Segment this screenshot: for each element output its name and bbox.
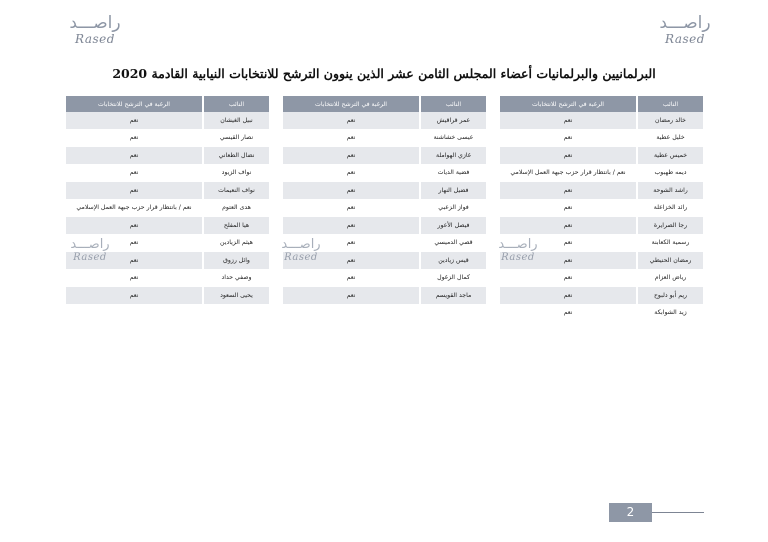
member-name-cell: فضيل النهار — [420, 182, 486, 200]
candidacy-wish-cell: نعم — [282, 112, 420, 129]
table-row — [282, 182, 486, 200]
member-name-cell: هدى العتوم — [203, 199, 269, 217]
table-row — [65, 182, 269, 200]
watermark-logo: راصـــد Rased — [281, 237, 321, 263]
footer-divider — [652, 512, 704, 513]
member-name-cell: وصفي حداد — [203, 269, 269, 287]
member-name-cell: عمر قراقيش — [420, 112, 486, 129]
table-row — [282, 112, 486, 129]
column-header-wish: الرغبة في الترشح للانتخابات — [499, 96, 637, 112]
page-number: 2 — [609, 503, 652, 522]
candidacy-wish-cell: نعم — [65, 217, 203, 235]
table-row — [65, 147, 269, 165]
table-row — [499, 147, 703, 165]
watermark-logo: راصـــد Rased — [498, 237, 538, 263]
member-name-cell: قيس زيادين — [420, 252, 486, 270]
candidacy-wish-cell: نعم — [282, 252, 420, 270]
candidacy-wish-cell: نعم — [65, 182, 203, 200]
candidacy-wish-cell: نعم — [65, 147, 203, 165]
table-row — [499, 217, 703, 235]
table-row — [282, 269, 486, 287]
candidacy-wish-cell: نعم / بانتظار قرار حزب جبهة العمل الإسلامي — [499, 164, 637, 182]
column-header-name: النائب — [203, 96, 269, 112]
members-table-1 — [498, 96, 703, 322]
table-row — [65, 199, 269, 217]
candidacy-wish-cell: نعم — [499, 269, 637, 287]
table-row — [65, 269, 269, 287]
member-name-cell: كمال الزغول — [420, 269, 486, 287]
member-name-cell: رياض العزام — [637, 269, 703, 287]
rased-logo-left — [60, 14, 130, 46]
candidacy-wish-cell: نعم — [282, 199, 420, 217]
table-row — [65, 112, 269, 129]
column-header-wish: الرغبة في الترشح للانتخابات — [282, 96, 420, 112]
candidacy-wish-cell: نعم — [65, 112, 203, 129]
member-name-cell: نواف النعيمات — [203, 182, 269, 200]
logo-latin-text: Rased — [665, 32, 705, 46]
member-name-cell: فواز الزعبي — [420, 199, 486, 217]
member-name-cell: فضية الديات — [420, 164, 486, 182]
member-name-cell — [420, 304, 486, 322]
candidacy-wish-cell: نعم — [282, 287, 420, 305]
table-row — [282, 287, 486, 305]
member-name-cell: يحيى السعود — [203, 287, 269, 305]
table-row — [499, 129, 703, 147]
candidacy-wish-cell: نعم — [499, 199, 637, 217]
table-row — [65, 217, 269, 235]
member-name-cell: نصار القيسي — [203, 129, 269, 147]
candidacy-wish-cell: نعم — [499, 112, 637, 129]
table-row — [65, 129, 269, 147]
member-name-cell: نواف الزيود — [203, 164, 269, 182]
member-name-cell: رائد الخزاعلة — [637, 199, 703, 217]
table-row — [499, 269, 703, 287]
member-name-cell — [203, 304, 269, 322]
page-title: البرلمانيين والبرلمانيات أعضاء المجلس الثامن عشر الذين ينوون الترشح للانتخابات النيابية القادمة 2020 — [112, 66, 656, 81]
candidacy-wish-cell: نعم — [499, 217, 637, 235]
member-name-cell: وائل رزوق — [203, 252, 269, 270]
candidacy-wish-cell: نعم — [282, 217, 420, 235]
candidacy-wish-cell: نعم — [282, 164, 420, 182]
member-name-cell: نبيل الغيشان — [203, 112, 269, 129]
table-row — [282, 164, 486, 182]
table-row — [282, 217, 486, 235]
table-row — [499, 182, 703, 200]
member-name-cell: خالد رمضان — [637, 112, 703, 129]
watermark-logo: راصـــد Rased — [70, 237, 110, 263]
table-row — [282, 199, 486, 217]
candidacy-wish-cell: نعم — [65, 269, 203, 287]
candidacy-wish-cell: نعم — [499, 252, 637, 270]
member-name-cell: هيا المفلح — [203, 217, 269, 235]
candidacy-wish-cell: نعم — [282, 147, 420, 165]
candidacy-wish-cell — [282, 304, 420, 322]
member-name-cell: رجا الصرايرة — [637, 217, 703, 235]
logo-arabic-text: راصـــد — [69, 13, 121, 33]
member-name-cell: خميس عطية — [637, 147, 703, 165]
table-row — [282, 304, 486, 322]
member-name-cell: نضال الطعاني — [203, 147, 269, 165]
member-name-cell: هيثم الزيادين — [203, 234, 269, 252]
member-name-cell: فيصل الأعور — [420, 217, 486, 235]
table-row — [65, 164, 269, 182]
table-row — [65, 287, 269, 305]
member-name-cell: راشد الشوحة — [637, 182, 703, 200]
member-name-cell: خليل عطية — [637, 129, 703, 147]
candidacy-wish-cell: نعم — [499, 182, 637, 200]
member-name-cell: زيد الشوابكة — [637, 304, 703, 322]
member-name-cell: ماجد القويسم — [420, 287, 486, 305]
candidacy-wish-cell: نعم — [499, 287, 637, 305]
candidacy-wish-cell: نعم — [65, 287, 203, 305]
table-row — [499, 304, 703, 322]
members-table-2 — [281, 96, 486, 322]
member-name-cell: ريم أبو دلبوح — [637, 287, 703, 305]
column-header-name: النائب — [420, 96, 486, 112]
candidacy-wish-cell: نعم — [65, 234, 203, 252]
table-row — [282, 147, 486, 165]
member-name-cell: رمضان الحنيطي — [637, 252, 703, 270]
candidacy-wish-cell: نعم — [65, 252, 203, 270]
candidacy-wish-cell: نعم — [499, 304, 637, 322]
column-header-name: النائب — [637, 96, 703, 112]
table-row — [499, 112, 703, 129]
candidacy-wish-cell: نعم — [282, 182, 420, 200]
table-row — [499, 199, 703, 217]
candidacy-wish-cell: نعم — [499, 147, 637, 165]
table-row — [65, 304, 269, 322]
logo-arabic-text: راصـــد — [659, 13, 711, 33]
member-name-cell: ديمه طهبوب — [637, 164, 703, 182]
candidacy-wish-cell: نعم — [282, 234, 420, 252]
members-table-3 — [64, 96, 269, 322]
rased-logo-right — [650, 14, 720, 46]
candidacy-wish-cell: نعم — [65, 164, 203, 182]
candidacy-wish-cell: نعم — [282, 129, 420, 147]
candidacy-wish-cell: نعم — [499, 129, 637, 147]
candidacy-wish-cell: نعم — [282, 269, 420, 287]
table-row — [499, 287, 703, 305]
candidacy-wish-cell: نعم — [65, 129, 203, 147]
candidacy-wish-cell: نعم / بانتظار قرار حزب جبهة العمل الإسلامي — [65, 199, 203, 217]
member-name-cell: عيسى خشاشنة — [420, 129, 486, 147]
member-name-cell: غازي الهواملة — [420, 147, 486, 165]
member-name-cell: قصي الدميسي — [420, 234, 486, 252]
member-name-cell: رسمية الكعابنة — [637, 234, 703, 252]
table-row — [282, 129, 486, 147]
column-header-wish: الرغبة في الترشح للانتخابات — [65, 96, 203, 112]
table-row — [499, 164, 703, 182]
candidacy-wish-cell: نعم — [499, 234, 637, 252]
candidacy-wish-cell — [65, 304, 203, 322]
logo-latin-text: Rased — [75, 32, 115, 46]
